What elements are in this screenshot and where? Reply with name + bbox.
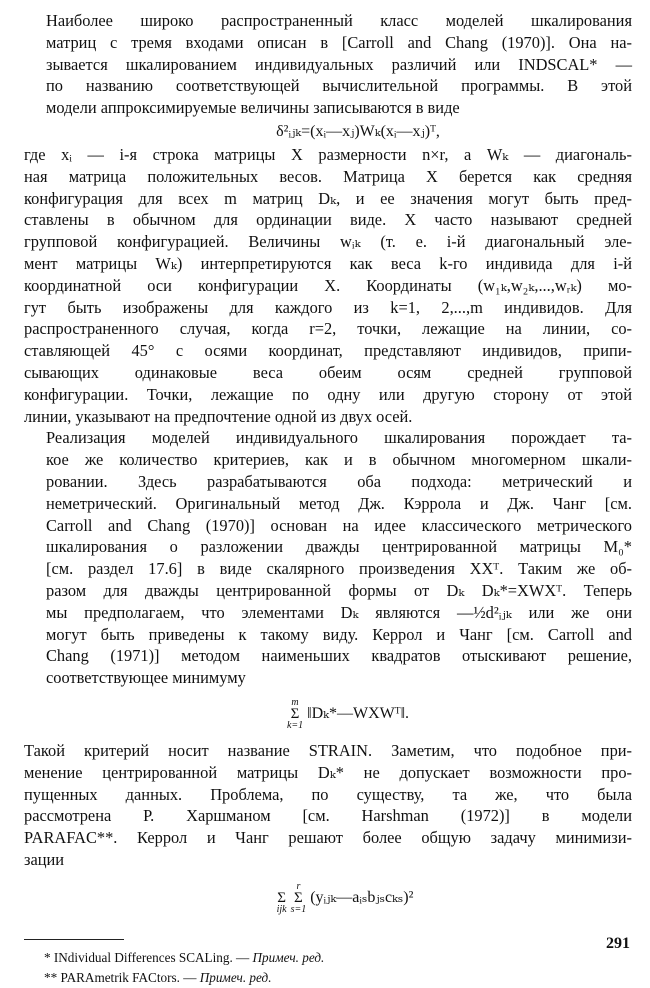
footnote [24,948,632,968]
paragraph-2 [24,144,632,427]
sum-symbol: Σ ijk [276,890,287,916]
page-body [24,10,632,988]
text-line: кое же количество критериев, как и в обычном многомерном шкали- [46,450,632,470]
sum-lower-limit: s=1 [290,904,307,916]
text-line: распространенного случая, когда r=2, точки, лежащие на линии, со- [24,319,632,339]
text-line: Chang (1971)] методом наименьших квадратов отыскивают решение, [46,646,632,666]
sum-upper-limit: r [296,881,301,893]
text-line: ставляющей 45° с осями координат, представляют индивидов, припи- [24,341,632,361]
footnote-text: PARAmetrik FACtors. — [60,969,197,985]
text-line: конфигурация для всех m матриц Dₖ, и ее значения могут быть пред- [24,188,632,208]
text-line: ная матрица положительных весов. Матрица X берется как средняя [24,166,632,186]
footnote-mark: * [44,949,51,965]
text-line: пущенных данных. Проблема, по существу, та же, что была [24,784,632,804]
sum-lower-limit: ijk [276,904,287,916]
footnote-note: Примеч. ред. [252,949,325,965]
text-line: модели аппроксимируемые величины записываются в виде [46,98,460,118]
text-line: соответствующее минимуму [46,668,246,688]
paragraph-3 [24,427,632,689]
text-line: ставлены в обычном для ординации виде. X часто называют средней [24,210,632,230]
text-line: линии, указывают на предпочтение одной из двух осей. [24,406,413,426]
text-line: Carroll and Chang (1970)] основан на идее классического метрического [46,515,632,535]
footnote-text: INdividual Differences SCALing. — [53,949,250,965]
formula-parafac [58,873,632,923]
text-line: где xᵢ — i-я строка матрицы X размерности n×r, а Wₖ — диагональ- [24,144,632,164]
text-line: Реализация моделей индивидуального шкалирования порождает та- [46,428,632,448]
formula-body: (yᵢⱼₖ—aᵢₛbⱼₛcₖₛ)² [310,888,414,906]
footnote-divider [24,939,124,940]
paragraph-4 [24,740,632,871]
footnote [24,968,632,988]
text-line: Такой критерий носит название STRAIN. Заметим, что подобное при- [24,740,632,760]
footnote-mark: ** [44,969,58,985]
text-line: мент матрицы Wₖ) интерпретируются как веса k-го индивида для i-й [24,253,632,273]
footnote-note: Примеч. ред. [199,969,272,985]
page-number: 291 [606,935,630,952]
text-line: зывается шкалированием индивидуальных различий или INDSCAL* — [46,54,632,74]
text-line: координатной оси конфигурации X. Координаты (w₁ₖ,w₂ₖ,...,wᵣₖ) мо- [24,275,632,295]
text-line: могут быть приведены к такому виду. Керрол и Чанг [см. Carroll and [46,624,632,644]
text-line: PARAFAC**. Керрол и Чанг решают более общую задачу минимизи- [24,828,632,848]
sum-upper-limit: m [291,697,299,709]
paragraph-1 [24,10,632,119]
text-line: Наиболее широко распространенный класс моделей шкалирования [46,11,632,30]
formula-body: ‖Dₖ*—WXWᵀ‖. [307,704,410,722]
text-line: по названию соответствующей вычислительной программы. В этой [46,76,632,96]
sum-symbol: m Σ k=1 [286,697,304,732]
text-line: [см. раздел 17.6] в виде скалярного произведения XXᵀ. Таким же об- [46,559,632,579]
sum-symbol: r Σ s=1 [290,881,307,916]
text-line: мы предполагаем, что элементами Dₖ являются —½d²ᵢⱼₖ или же они [46,602,632,622]
text-line: ровании. Здесь разрабатываются оба подхода: метрический и [46,471,632,491]
text-line: зации [24,849,65,869]
text-line: матриц с тремя входами описан в [Carroll and Chang (1970)]. Она на- [46,32,632,52]
text-line: групповой конфигурацией. Величины wᵢₖ (т. е. i-й диагональный эле- [24,232,632,252]
formula-distance: δ²ᵢⱼₖ=(xᵢ—xⱼ)Wₖ(xᵢ—xⱼ)ᵀ, [276,122,440,140]
text-line: шкалирования о разложении дважды центрированной матрицы M₀* [46,537,632,557]
formula-strain [64,691,632,737]
sum-lower-limit: k=1 [286,720,304,732]
text-line: неметрический. Оригинальный метод Дж. Кэррола и Дж. Чанг [см. [46,493,632,513]
text-line: сывающих одинаковые веса обеим осям средней групповой [24,362,632,382]
text-line: конфигурации. Точки, лежащие по одну или другую сторону от этой [24,384,632,404]
text-line: разом для дважды центрированной формы от Dₖ Dₖ*=XWXᵀ. Теперь [46,580,632,600]
text-line: менение центрированной матрицы Dₖ* не допускает возможности про- [24,762,632,782]
text-line: рассмотрена Р. Харшманом [см. Harshman (1972)] в модели [24,806,632,826]
text-line: гут быть изображены для каждого из k=1, 2,...,m индивидов. Для [24,297,632,317]
